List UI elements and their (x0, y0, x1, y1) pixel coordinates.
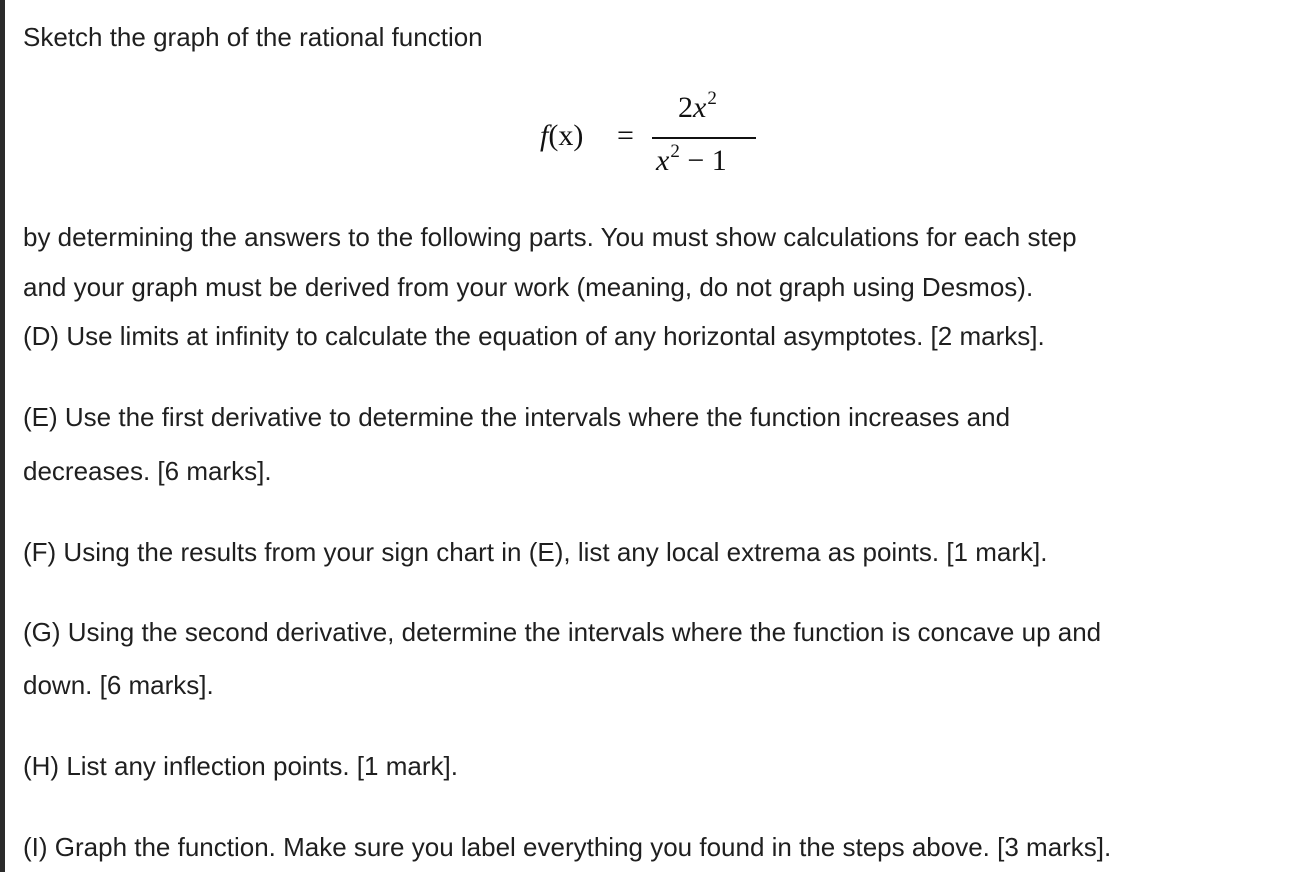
part-e-text-line-2: decreases. [6 marks]. (23, 456, 272, 486)
part-i-text: (I) Graph the function. Make sure you label everything you found in the steps above. [3 marks]. (23, 832, 1112, 862)
function-argument: (x) (548, 119, 584, 152)
denominator-constant: − 1 (679, 144, 727, 177)
instructions-line-1: by determining the answers to the following parts. You must show calculations for each step (23, 222, 1077, 252)
part-f-text: (F) Using the results from your sign chart in (E), list any local extrema as points. [1 mark]. (23, 537, 1048, 567)
formula-denominator (656, 143, 727, 183)
numerator-variable: x (693, 91, 707, 124)
part-g-text-line-2: down. [6 marks]. (23, 670, 214, 700)
denominator-variable: x (656, 144, 670, 177)
instructions-line-2: and your graph must be derived from your work (meaning, do not graph using Desmos). (23, 272, 1034, 302)
part-e-text-line-1: (E) Use the first derivative to determine the intervals where the function increases and (23, 402, 1011, 432)
rational-function-formula (540, 90, 780, 182)
part-d-text: (D) Use limits at infinity to calculate the equation of any horizontal asymptotes. [2 marks]. (23, 321, 1045, 351)
formula-lhs (540, 118, 583, 154)
denominator-exponent: 2 (670, 141, 680, 162)
function-name: f (540, 119, 549, 152)
intro-text: Sketch the graph of the rational function (23, 22, 483, 52)
formula-numerator (678, 90, 717, 130)
part-g-text-line-1: (G) Using the second derivative, determine the intervals where the function is concave up and (23, 617, 1102, 647)
equals-sign: = (617, 119, 634, 152)
part-h-text: (H) List any inflection points. [1 mark]. (23, 751, 458, 781)
numerator-exponent: 2 (707, 88, 717, 109)
fraction-bar (652, 137, 756, 139)
numerator-coefficient: 2 (678, 91, 693, 124)
